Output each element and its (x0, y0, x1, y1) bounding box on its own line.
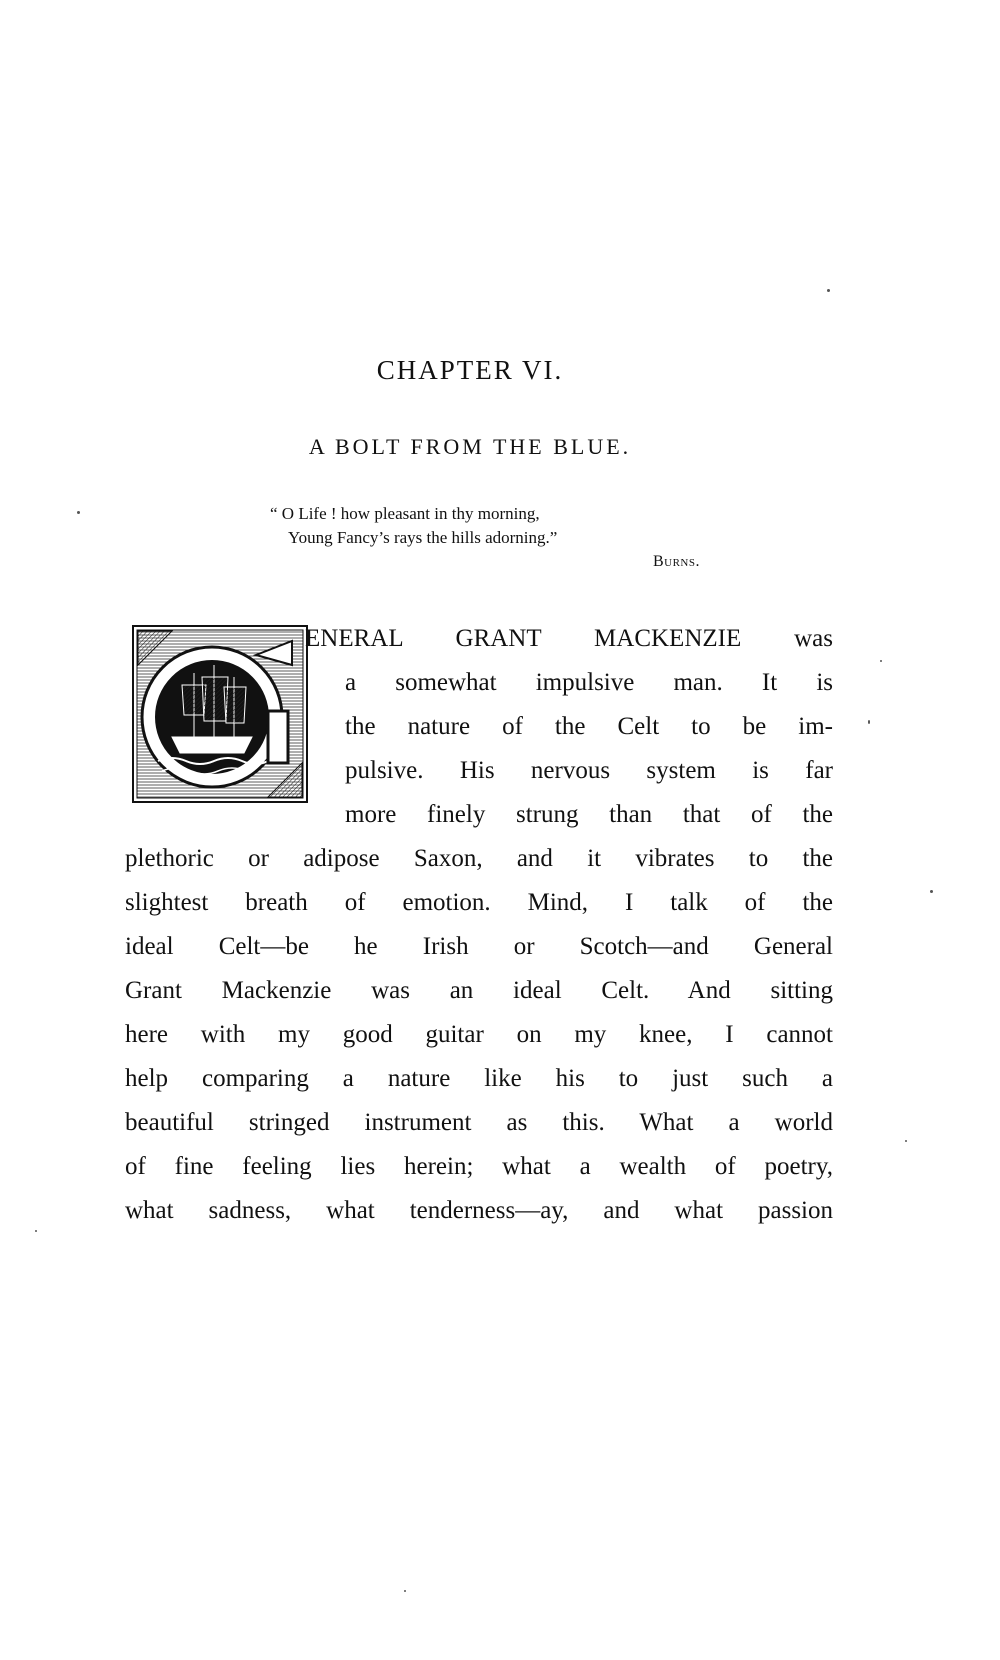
body-line: ideal Celt—be he Irish or Scotch—and General (125, 933, 833, 960)
epigraph-line-1: “ O Life ! how pleasant in thy morning, (270, 504, 540, 523)
epigraph-attribution: Burns. (652, 553, 700, 570)
body-line: beautiful stringed instrument as this. What a world (125, 1109, 833, 1136)
epigraph-line-2: Young Fancy’s rays the hills adorning.” (288, 528, 558, 547)
scan-speck (404, 1590, 406, 1592)
body-line: of fine feeling lies herein; what a wealth of poetry, (125, 1153, 833, 1180)
scan-speck (868, 720, 870, 724)
body-line: what sadness, what tenderness—ay, and what passion (125, 1197, 833, 1224)
body-line: plethoric or adipose Saxon, and it vibrates to the (125, 845, 833, 872)
scan-speck (880, 660, 882, 662)
body-line: Grant Mackenzie was an ideal Celt. And sitting (125, 977, 833, 1004)
body-line: slightest breath of emotion. Mind, I talk of the (125, 889, 833, 916)
scan-speck (930, 890, 933, 893)
chapter-number: CHAPTER VI. (376, 355, 564, 385)
scan-speck (77, 511, 80, 514)
body-line: ENERAL GRANT MACKENZIE was (305, 625, 833, 652)
body-line: the nature of the Celt to be im- (345, 713, 833, 740)
scan-speck (827, 289, 830, 292)
scan-speck (905, 1140, 907, 1142)
body-line: a somewhat impulsive man. It is (345, 669, 833, 696)
body-line: help comparing a nature like his to just such a (125, 1065, 833, 1092)
body-line: here with my good guitar on my knee, I cannot (125, 1021, 833, 1048)
epigraph (270, 502, 710, 574)
body-line: pulsive. His nervous system is far (345, 757, 833, 784)
chapter-title: A BOLT FROM THE BLUE. (308, 434, 632, 459)
body-line: more finely strung than that of the (345, 801, 833, 828)
scan-speck (35, 1230, 37, 1232)
chapter-body (125, 617, 833, 1233)
